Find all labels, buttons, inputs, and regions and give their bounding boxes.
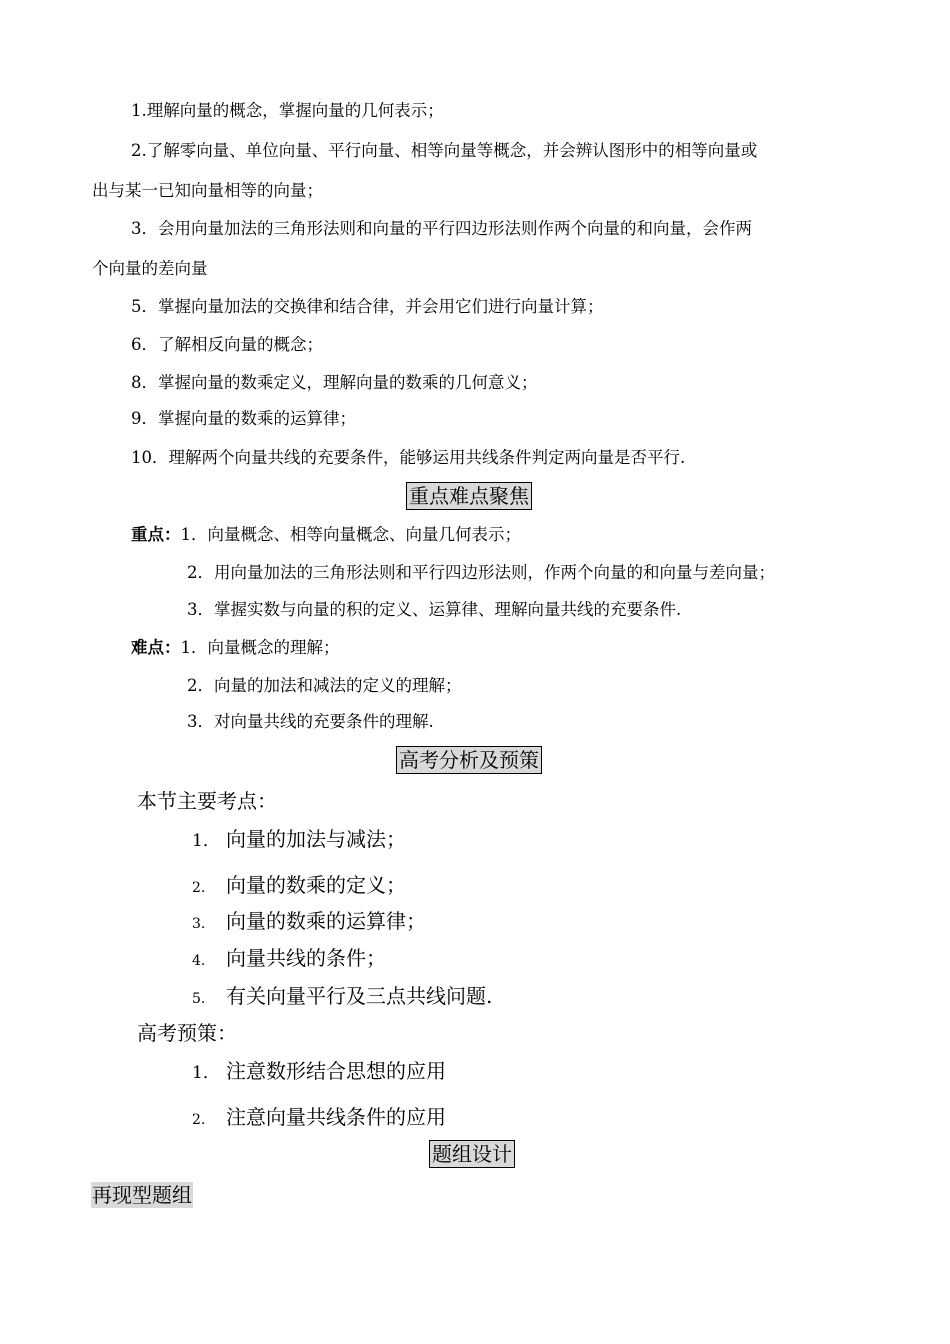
item-text: 注意向量共线条件的应用 <box>226 1105 446 1129</box>
item-number: 1． <box>192 831 220 851</box>
objective-item: 9．掌握向量的数乘的运算律； <box>131 409 356 428</box>
objective-item: 10．理解两个向量共线的充要条件，能够运用共线条件判定两向量是否平行. <box>131 448 686 467</box>
objective-item: 个向量的差向量 <box>92 259 208 278</box>
item-text: 向量的数乘的运算律； <box>226 909 426 933</box>
difficult-item: 1．向量概念的理解； <box>180 638 340 657</box>
key-item: 2．用向量加法的三角形法则和平行四边形法则，作两个向量的和向量与差向量； <box>187 563 775 582</box>
key-point-row <box>131 524 521 546</box>
item-text: 向量的加法与减法； <box>226 827 406 851</box>
subsection-heading: 再现型题组 <box>92 1183 192 1207</box>
exam-point-item <box>192 908 426 937</box>
item-number: 4. <box>192 953 206 969</box>
exam-point-item <box>192 945 386 974</box>
section-heading-exam-analysis: 高考分析及预策 <box>396 746 542 774</box>
item-number: 2. <box>192 880 206 896</box>
difficult-label: 难点： <box>131 638 181 657</box>
exam-points-label: 本节主要考点： <box>137 789 277 813</box>
objective-item: 出与某一已知向量相等的向量； <box>92 181 323 200</box>
item-number: 2. <box>192 1112 206 1128</box>
difficult-item: 3．对向量共线的充要条件的理解. <box>187 712 434 731</box>
key-item: 1．向量概念、相等向量概念、向量几何表示； <box>180 525 521 544</box>
forecast-item <box>192 1058 446 1086</box>
item-text: 向量的数乘的定义； <box>226 873 406 897</box>
exam-point-item <box>192 983 492 1012</box>
objective-item: 5．掌握向量加法的交换律和结合律，并会用它们进行向量计算； <box>131 297 604 316</box>
item-text: 向量共线的条件； <box>226 946 386 970</box>
exam-point-item <box>192 872 406 901</box>
item-text: 注意数形结合思想的应用 <box>226 1059 446 1083</box>
item-number: 3. <box>192 916 206 932</box>
section-heading-key-points: 重点难点聚焦 <box>406 482 532 510</box>
objective-item: 1.理解向量的概念，掌握向量的几何表示； <box>131 101 444 120</box>
difficult-point-row <box>131 637 340 659</box>
forecast-item <box>192 1104 446 1133</box>
key-item: 3．掌握实数与向量的积的定义、运算律、理解向量共线的充要条件. <box>187 600 682 619</box>
item-number: 1． <box>192 1063 220 1083</box>
objective-item: 8．掌握向量的数乘定义，理解向量的数乘的几何意义； <box>131 373 538 392</box>
objective-item: 2.了解零向量、单位向量、平行向量、相等向量等概念，并会辨认图形中的相等向量或 <box>131 141 758 160</box>
exam-forecast-label: 高考预策： <box>137 1021 237 1045</box>
exam-point-item <box>192 826 406 854</box>
difficult-item: 2．向量的加法和减法的定义的理解； <box>187 676 462 695</box>
objective-item: 6．了解相反向量的概念； <box>131 335 323 354</box>
item-number: 5. <box>192 991 206 1007</box>
item-text: 有关向量平行及三点共线问题. <box>226 984 493 1008</box>
objective-item: 3．会用向量加法的三角形法则和向量的平行四边形法则作两个向量的和向量，会作两 <box>131 219 752 238</box>
section-heading-problem-design: 题组设计 <box>429 1140 515 1168</box>
key-label: 重点： <box>131 525 181 544</box>
